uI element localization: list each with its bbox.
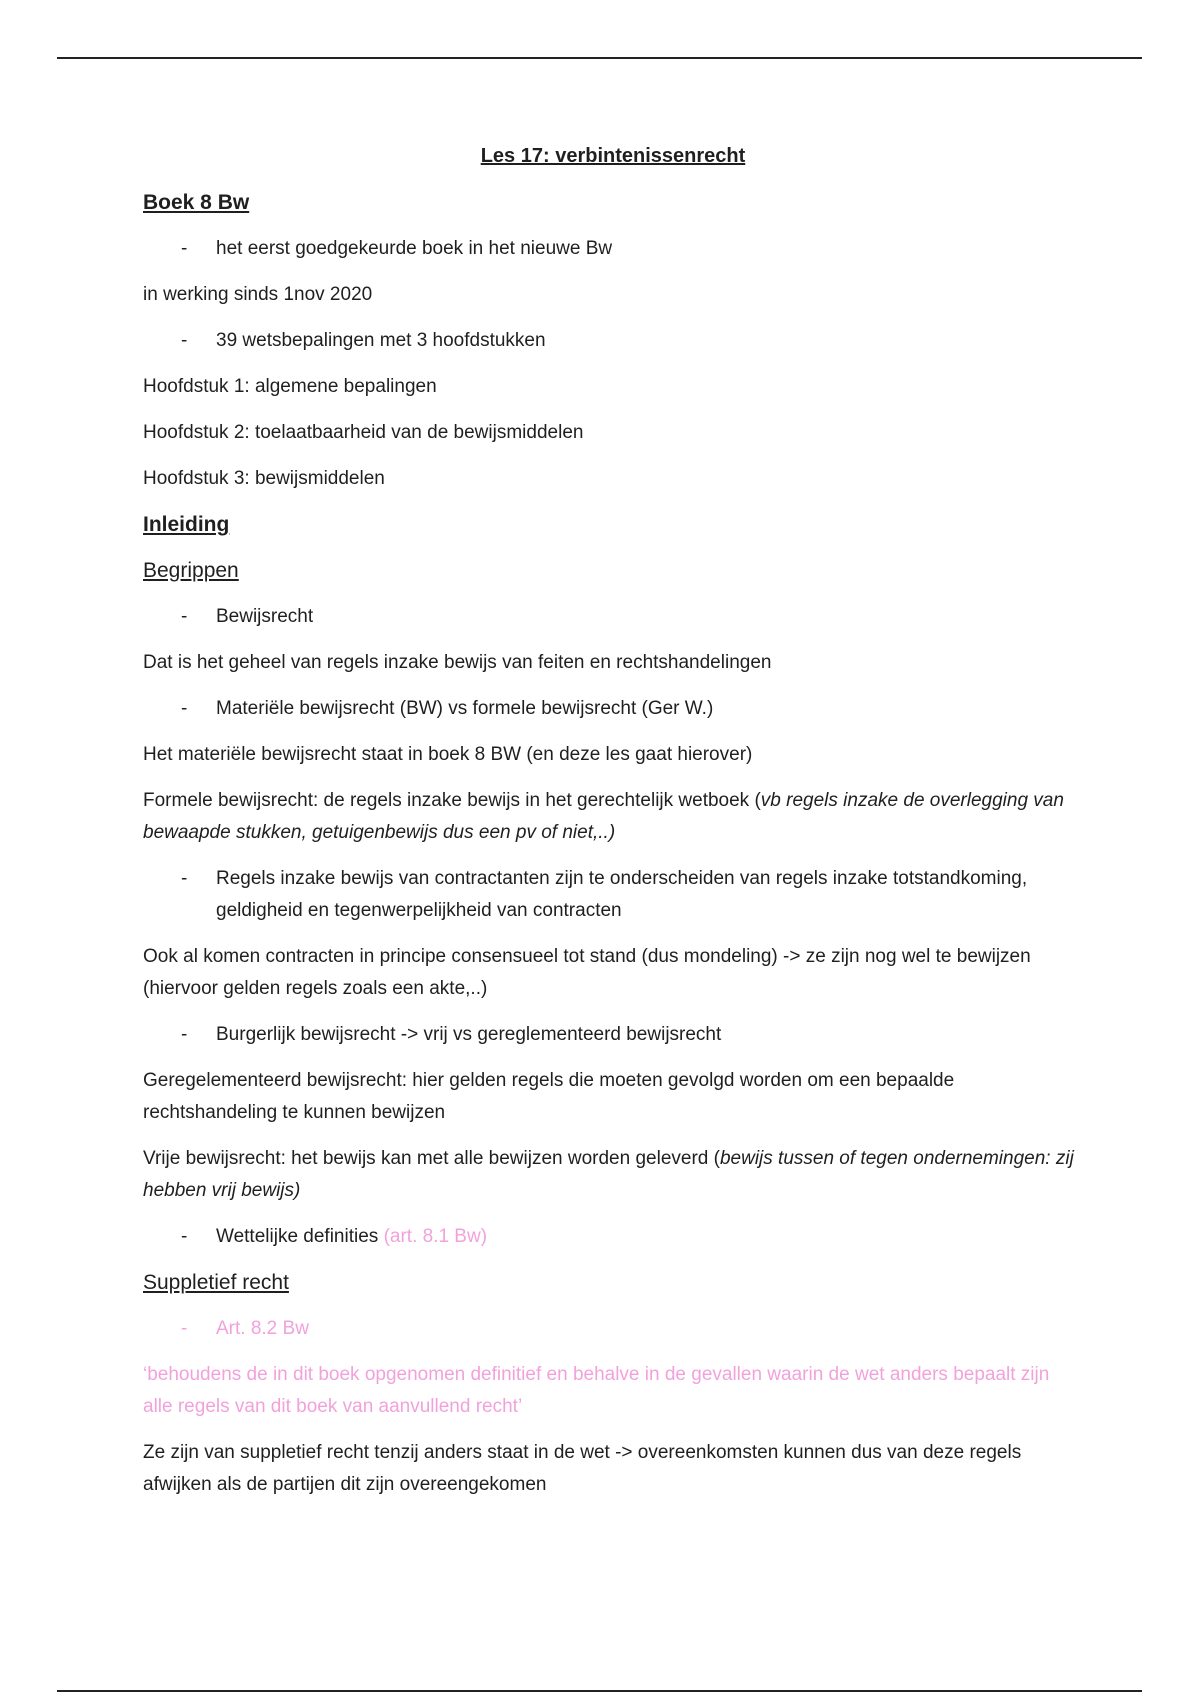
list-item: - Bewijsrecht — [143, 601, 1083, 633]
dash-marker: - — [181, 1024, 188, 1045]
dash-marker: - — [181, 1226, 188, 1247]
top-rule — [57, 57, 1142, 59]
dash-marker: - — [181, 606, 188, 627]
heading-boek-8: Boek 8 Bw — [143, 191, 250, 214]
paragraph: Ze zijn van suppletief recht tenzij anders staat in de wet -> overeenkomsten kunnen dus van deze regels afwijken als de partijen dit zijn overeengekomen — [143, 1442, 1022, 1495]
italic-example: bewijs tussen of tegen ondernemingen: zij hebben vrij bewijs) — [143, 1148, 1074, 1201]
paragraph: Formele bewijsrecht: de regels inzake bewijs in het gerechtelijk wetboek (vb regels inzake de overlegging van bewaapde stukken, getuigenbewijs dus een pv of niet,..) — [143, 790, 1064, 843]
paragraph: Het materiële bewijsrecht staat in boek 8 BW (en deze les gaat hierover) — [143, 744, 753, 765]
bottom-rule — [57, 1690, 1142, 1692]
list-item: - Wettelijke definities (art. 8.1 Bw) — [143, 1221, 1083, 1253]
heading-inleiding: Inleiding — [143, 513, 230, 536]
list-item: - Regels inzake bewijs van contractanten zijn te onderscheiden van regels inzake totstandkoming, geldigheid en tegenwerpelijkheid van contracten — [143, 863, 1083, 927]
dash-marker: - — [181, 238, 188, 259]
list-item: - Art. 8.2 Bw — [143, 1313, 1083, 1345]
list-item: - Burgerlijk bewijsrecht -> vrij vs gereglementeerd bewijsrecht — [143, 1019, 1083, 1051]
list-item: - het eerst goedgekeurde boek in het nieuwe Bw — [143, 233, 1083, 265]
list-item: - 39 wetsbepalingen met 3 hoofdstukken — [143, 325, 1083, 357]
paragraph: Hoofdstuk 1: algemene bepalingen — [143, 376, 437, 397]
paragraph: Vrije bewijsrecht: het bewijs kan met alle bewijzen worden geleverd (bewijs tussen of tegen ondernemingen: zij hebben vrij bewijs) — [143, 1148, 1074, 1201]
paragraph: Dat is het geheel van regels inzake bewijs van feiten en rechtshandelingen — [143, 652, 772, 673]
subheading-suppletief: Suppletief recht — [143, 1271, 289, 1294]
dash-marker: - — [181, 868, 188, 889]
paragraph: Geregelementeerd bewijsrecht: hier gelden regels die moeten gevolgd worden om een bepaalde rechtshandeling te kunnen bewijzen — [143, 1070, 955, 1123]
italic-example: vb regels inzake de overlegging van bewaapde stukken, getuigenbewijs dus een pv of niet,..) — [143, 790, 1064, 843]
dash-marker: - — [181, 1318, 188, 1339]
dash-marker: - — [181, 698, 188, 719]
subheading-begrippen: Begrippen — [143, 559, 239, 582]
paragraph: Ook al komen contracten in principe consensueel tot stand (dus mondeling) -> ze zijn nog wel te bewijzen (hiervoor gelden regels zoals een akte,..) — [143, 946, 1031, 999]
paragraph: Hoofdstuk 2: toelaatbaarheid van de bewijsmiddelen — [143, 422, 584, 443]
quote-paragraph: ‘behoudens de in dit boek opgenomen definitief en behalve in de gevallen waarin de wet anders bepaalt zijn alle regels van dit boek van aanvullend recht’ — [143, 1364, 1050, 1417]
paragraph: in werking sinds 1nov 2020 — [143, 284, 373, 305]
paragraph: Hoofdstuk 3: bewijsmiddelen — [143, 468, 385, 489]
dash-marker: - — [181, 330, 188, 351]
list-item: - Materiële bewijsrecht (BW) vs formele bewijsrecht (Ger W.) — [143, 693, 1083, 725]
document-body — [143, 140, 1083, 1515]
page-title: Les 17: verbintenissenrecht — [480, 145, 746, 167]
article-reference: (art. 8.1 Bw) — [383, 1226, 488, 1247]
